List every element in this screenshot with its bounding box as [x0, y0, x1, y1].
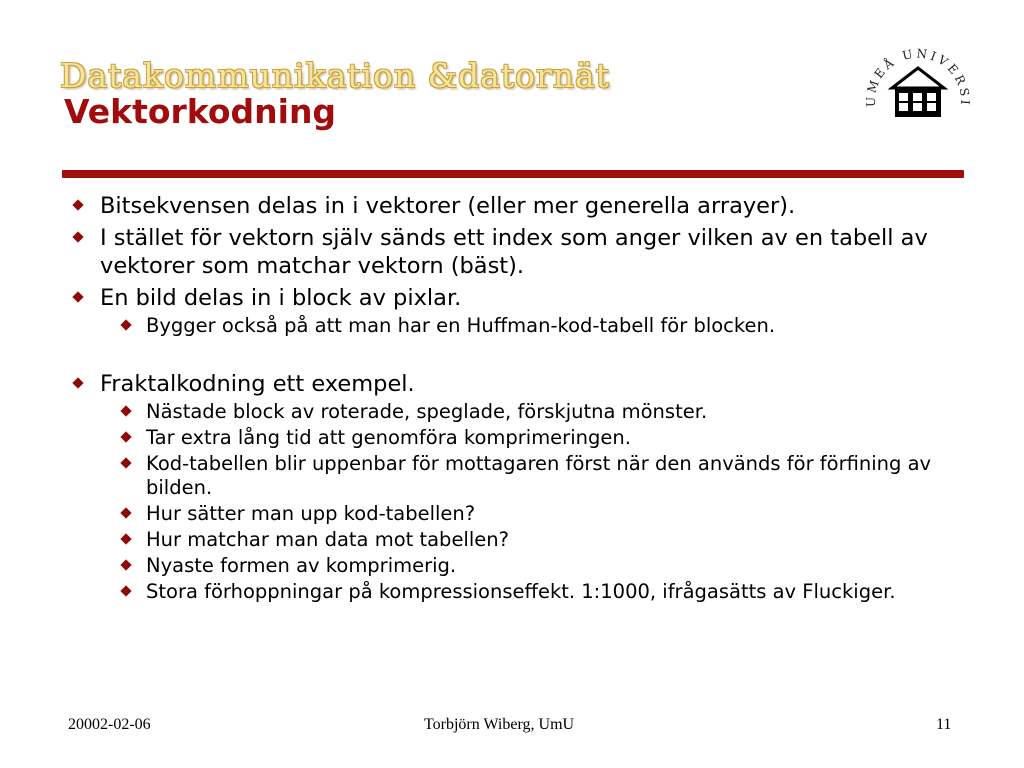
- list-item: Hur matchar man data mot tabellen?: [64, 528, 969, 552]
- course-title: Datakommunikation &datornät: [60, 56, 610, 95]
- title-divider: [62, 170, 964, 178]
- diamond-bullet-icon: [72, 231, 83, 242]
- university-house-icon: [862, 40, 974, 152]
- list-item: Kod-tabellen blir uppenbar för mottagaren först när den används för förfining av bilden.: [64, 452, 969, 500]
- list-item: Nästade block av roterade, speglade, förskjutna mönster.: [64, 400, 969, 424]
- bullet-list: [64, 188, 969, 604]
- footer-author: Torbjörn Wiberg, UmU: [424, 716, 575, 733]
- diamond-bullet-icon: [72, 377, 83, 388]
- list-item: Fraktalkodning ett exempel.: [64, 370, 969, 398]
- diamond-bullet-icon: [120, 507, 131, 518]
- list-item: Bitsekvensen delas in i vektorer (eller mer generella arrayer).: [64, 192, 969, 220]
- university-logo: [862, 40, 974, 152]
- diamond-bullet-icon: [72, 291, 83, 302]
- list-item: Hur sätter man upp kod-tabellen?: [64, 502, 969, 526]
- list-item: Nyaste formen av komprimerig.: [64, 554, 969, 578]
- diamond-bullet-icon: [72, 199, 83, 210]
- slide-title: Vektorkodning: [64, 92, 337, 131]
- diamond-bullet-icon: [120, 405, 131, 416]
- logo-text: UMEÅ UNIVERSI: [863, 46, 973, 109]
- list-item: Bygger också på att man har en Huffman-kod-tabell för blocken.: [64, 314, 969, 338]
- diamond-bullet-icon: [120, 431, 131, 442]
- list-item: I stället för vektorn själv sänds ett index som anger vilken av en tabell av vektorer som matchar vektorn (bäst).: [64, 224, 969, 280]
- diamond-bullet-icon: [120, 457, 131, 468]
- list-item: Tar extra lång tid att genomföra komprimeringen.: [64, 426, 969, 450]
- footer-page-number: 11: [936, 716, 952, 733]
- diamond-bullet-icon: [120, 319, 131, 330]
- footer-date: 20002-02-06: [68, 716, 151, 733]
- diamond-bullet-icon: [120, 533, 131, 544]
- list-item: Stora förhoppningar på kompressionseffekt. 1:1000, ifrågasätts av Fluckiger.: [64, 580, 969, 604]
- diamond-bullet-icon: [120, 585, 131, 596]
- list-item: En bild delas in i block av pixlar.: [64, 284, 969, 312]
- diamond-bullet-icon: [120, 559, 131, 570]
